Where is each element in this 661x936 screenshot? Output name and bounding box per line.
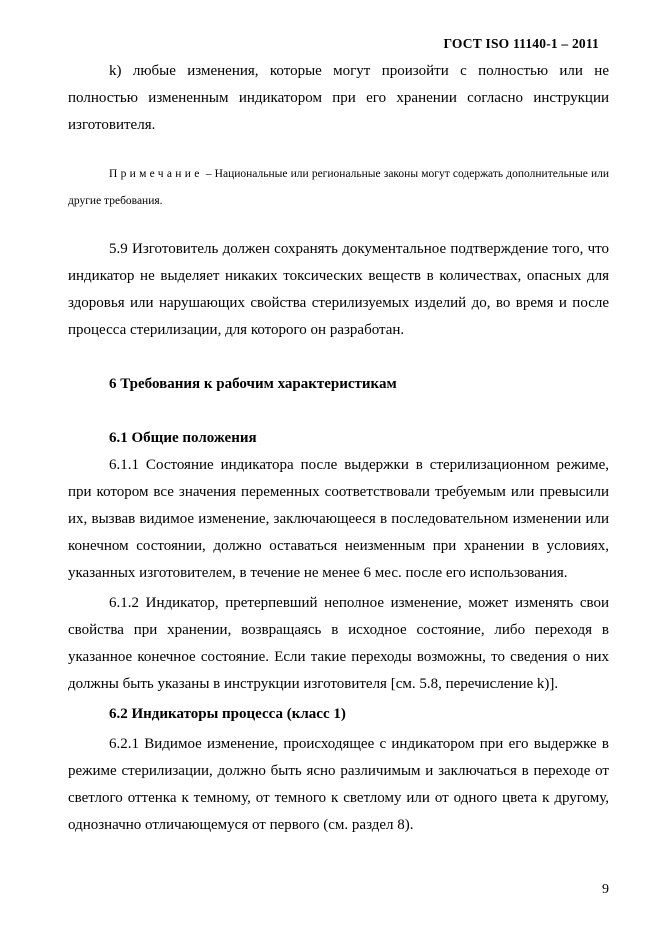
note-text: – Национальные или региональные законы могут содержать дополнительные или другие требования. xyxy=(68,168,609,207)
section-6-heading: 6 Требования к рабочим характеристикам xyxy=(109,376,397,392)
note-paragraph xyxy=(68,161,609,215)
subsection-6-2-heading: 6.2 Индикаторы процесса (класс 1) xyxy=(109,706,346,722)
paragraph-6-1-2: 6.1.2 Индикатор, претерпевший неполное изменение, может изменять свои свойства при хранении, возвращаясь в исходное состояние, либо переходя в указанное конечное состояние. Если такие переходы возможны, то сведения о них должны быть указаны в инструкции изготовителя [см. 5.8, перечисление k)]. xyxy=(68,595,609,692)
paragraph-5-9: 5.9 Изготовитель должен сохранять документальное подтверждение того, что индикатор не выделяет никаких токсических веществ в количествах, опасных для здоровья или нарушающих свойства стерилизуемых изделий до, во время и после процесса стерилизации, для которого он разработан. xyxy=(68,241,609,338)
document-header: ГОСТ ISO 11140-1 – 2011 xyxy=(443,36,599,51)
page-number: 9 xyxy=(602,882,609,897)
document-body xyxy=(68,58,609,839)
paragraph-item-k: k) любые изменения, которые могут произойти с полностью или не полностью измененным индикатором при его хранении согласно инструкции изготовителя. xyxy=(68,63,609,133)
subsection-6-1-heading: 6.1 Общие положения xyxy=(109,430,257,446)
paragraph-6-1-1: 6.1.1 Состояние индикатора после выдержки в стерилизационном режиме, при котором все значения переменных соответствовали требуемым или превысили их, вызвав видимое изменение, заключающееся в последовательном изменении или конечном состоянии, должно оставаться неизменным при хранении в условиях, указанных изготовителем, в течение не менее 6 мес. после его использования. xyxy=(68,457,609,581)
paragraph-6-2-1: 6.2.1 Видимое изменение, происходящее с индикатором при его выдержке в режиме стерилизации, должно быть ясно различимым и заключаться в переходе от светлого оттенка к темному, от темного к светлому или от одного цвета к другому, однозначно отличающемуся от первого (см. раздел 8). xyxy=(68,736,609,833)
note-label: Примечание xyxy=(109,168,203,180)
